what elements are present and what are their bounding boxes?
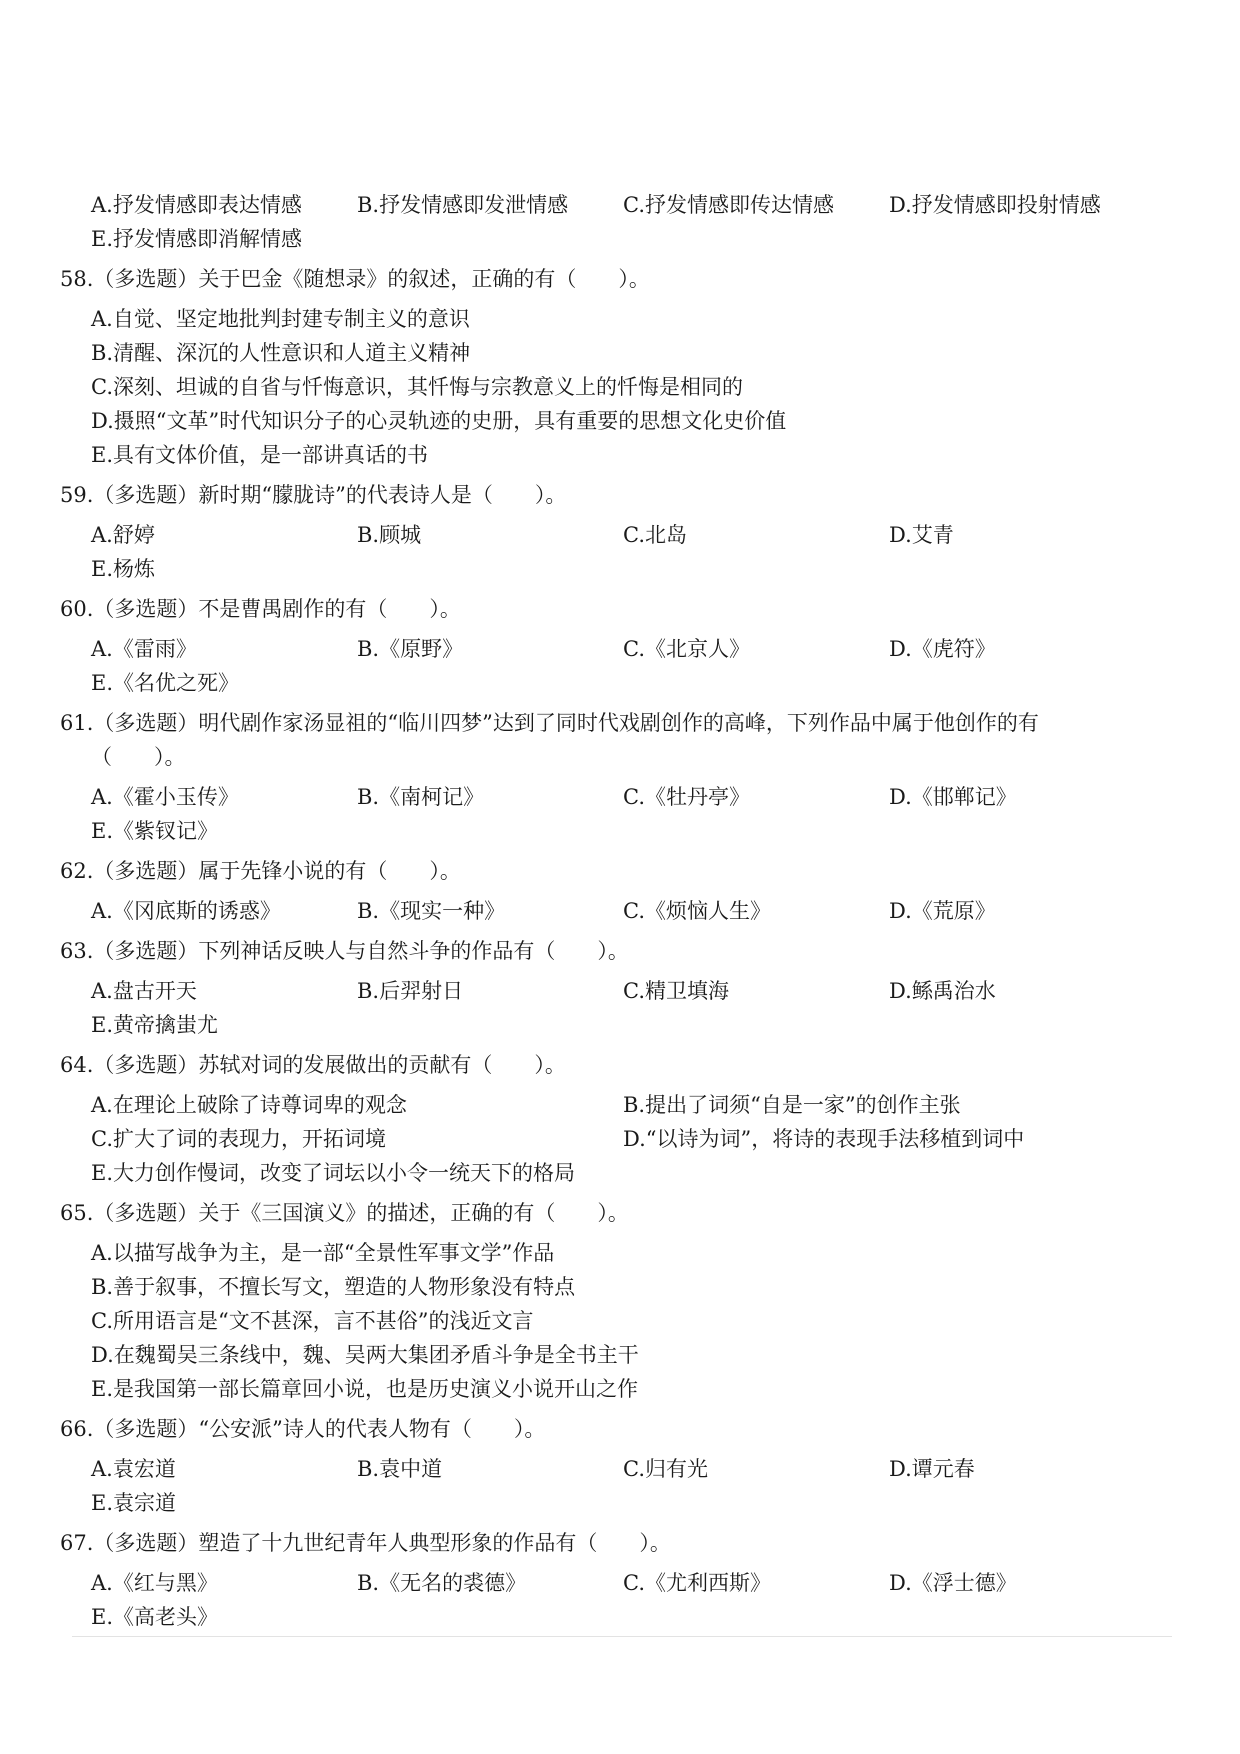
option-row — [60, 1486, 1180, 1520]
footer-divider — [72, 1636, 1172, 1637]
option-d: D.在魏蜀吴三条线中，魏、吴两大集团矛盾斗争是全书主干 — [91, 1343, 639, 1367]
option-a: A.《雷雨》 — [91, 637, 197, 661]
question-stem: 65.（多选题）关于《三国演义》的描述，正确的有（ ）。 — [60, 1201, 629, 1225]
option-a: A.自觉、坚定地批判封建专制主义的意识 — [91, 307, 470, 331]
question-block — [60, 262, 1180, 472]
option-d: D.抒发情感即投射情感 — [889, 193, 1101, 217]
option-row — [60, 1372, 1180, 1406]
option-a: A.舒婷 — [91, 523, 155, 547]
option-c: C.所用语言是“文不甚深，言不甚俗”的浅近文言 — [91, 1309, 534, 1333]
option-a: A.《冈底斯的诱惑》 — [91, 899, 281, 923]
option-e: E.抒发情感即消解情感 — [91, 227, 303, 251]
lead-options — [60, 188, 1180, 256]
option-e: E.《名优之死》 — [91, 671, 240, 695]
option-c: C.精卫填海 — [623, 979, 729, 1003]
option-row — [60, 1236, 1180, 1270]
option-d: D.鲧禹治水 — [889, 979, 996, 1003]
option-b: B.抒发情感即发泄情感 — [357, 193, 569, 217]
option-a: A.盘古开天 — [91, 979, 197, 1003]
option-row — [60, 1122, 1180, 1156]
option-row — [60, 1008, 1180, 1042]
option-c: C.《烦恼人生》 — [623, 899, 771, 923]
option-b: B.《原野》 — [357, 637, 464, 661]
question-stem: 58.（多选题）关于巴金《随想录》的叙述，正确的有（ ）。 — [60, 267, 650, 291]
option-d: D.艾青 — [889, 523, 954, 547]
question-block — [60, 592, 1180, 700]
option-row — [60, 336, 1180, 370]
option-e: E.大力创作慢词，改变了词坛以小令一统天下的格局 — [91, 1161, 576, 1185]
option-row — [60, 780, 1180, 814]
question-list — [60, 262, 1180, 1634]
option-c: C.抒发情感即传达情感 — [623, 193, 834, 217]
option-b: B.《现实一种》 — [357, 899, 506, 923]
option-e: E.《高老头》 — [91, 1605, 219, 1629]
option-row — [60, 814, 1180, 848]
option-c: C.扩大了词的表现力，开拓词境 — [91, 1127, 386, 1151]
option-row — [60, 1304, 1180, 1338]
option-row — [60, 370, 1180, 404]
option-b: B.顾城 — [357, 523, 422, 547]
option-row — [60, 666, 1180, 700]
option-row — [60, 1566, 1180, 1600]
option-row — [60, 974, 1180, 1008]
option-a: A.抒发情感即表达情感 — [91, 193, 302, 217]
option-e: E.是我国第一部长篇章回小说，也是历史演义小说开山之作 — [91, 1377, 639, 1401]
option-row — [60, 1088, 1180, 1122]
option-b: B.袁中道 — [357, 1457, 443, 1481]
option-b: B.《南柯记》 — [357, 785, 485, 809]
option-e: E.袁宗道 — [91, 1491, 177, 1515]
option-a: A.在理论上破除了诗尊词卑的观念 — [91, 1093, 407, 1117]
option-d: D.谭元春 — [889, 1457, 975, 1481]
option-a: A.袁宏道 — [91, 1457, 176, 1481]
question-stem: 61.（多选题）明代剧作家汤显祖的“临川四梦”达到了同时代戏剧创作的高峰，下列作品中属于他创作的有 — [60, 711, 1039, 735]
question-stem: 64.（多选题）苏轼对词的发展做出的贡献有（ ）。 — [60, 1053, 566, 1077]
option-b: B.提出了词须“自是一家”的创作主张 — [623, 1093, 961, 1117]
option-row — [60, 632, 1180, 666]
question-block — [60, 1048, 1180, 1190]
option-b: B.《无名的裘德》 — [357, 1571, 527, 1595]
question-stem: 66.（多选题）“公安派”诗人的代表人物有（ ）。 — [60, 1417, 546, 1441]
option-row — [60, 222, 1180, 256]
option-a: A.《红与黑》 — [91, 1571, 218, 1595]
question-stem-continued: （ ）。 — [91, 745, 186, 769]
option-a: A.《霍小玉传》 — [91, 785, 239, 809]
option-c: C.北岛 — [623, 523, 687, 547]
question-stem: 59.（多选题）新时期“朦胧诗”的代表诗人是（ ）。 — [60, 483, 567, 507]
option-row — [60, 302, 1180, 336]
option-row — [60, 404, 1180, 438]
option-e: E.黄帝擒蚩尤 — [91, 1013, 219, 1037]
option-a: A.以描写战争为主，是一部“全景性军事文学”作品 — [91, 1241, 555, 1265]
option-row — [60, 518, 1180, 552]
option-c: C.《牡丹亭》 — [623, 785, 750, 809]
question-block — [60, 1526, 1180, 1634]
option-b: B.后羿射日 — [357, 979, 464, 1003]
option-row — [60, 552, 1180, 586]
option-row — [60, 894, 1180, 928]
option-d: D.《浮士德》 — [889, 1571, 1017, 1595]
option-e: E.《紫钗记》 — [91, 819, 219, 843]
question-block — [60, 934, 1180, 1042]
option-row — [60, 1156, 1180, 1190]
option-e: E.具有文体价值，是一部讲真话的书 — [91, 443, 429, 467]
option-d: D.《邯郸记》 — [889, 785, 1017, 809]
question-stem: 60.（多选题）不是曹禺剧作的有（ ）。 — [60, 597, 461, 621]
option-row — [60, 1452, 1180, 1486]
option-b: B.善于叙事，不擅长写文，塑造的人物形象没有特点 — [91, 1275, 576, 1299]
question-block — [60, 478, 1180, 586]
option-c: C.深刻、坦诚的自省与忏悔意识，其忏悔与宗教意义上的忏悔是相同的 — [91, 375, 743, 399]
option-d: D.《虎符》 — [889, 637, 996, 661]
option-d: D.“以诗为词”，将诗的表现手法移植到词中 — [623, 1127, 1025, 1151]
option-c: C.归有光 — [623, 1457, 708, 1481]
option-e: E.杨炼 — [91, 557, 156, 581]
option-d: D.摄照“文革”时代知识分子的心灵轨迹的史册，具有重要的思想文化史价值 — [91, 409, 787, 433]
option-row — [60, 438, 1180, 472]
question-block — [60, 854, 1180, 928]
question-stem: 63.（多选题）下列神话反映人与自然斗争的作品有（ ）。 — [60, 939, 629, 963]
option-row — [60, 1600, 1180, 1634]
option-c: C.《尤利西斯》 — [623, 1571, 771, 1595]
option-c: C.《北京人》 — [623, 637, 750, 661]
question-block — [60, 1196, 1180, 1406]
question-block — [60, 706, 1180, 848]
option-row — [60, 188, 1180, 222]
option-d: D.《荒原》 — [889, 899, 996, 923]
question-stem: 62.（多选题）属于先锋小说的有（ ）。 — [60, 859, 461, 883]
option-row — [60, 1338, 1180, 1372]
option-row — [60, 1270, 1180, 1304]
question-stem: 67.（多选题）塑造了十九世纪青年人典型形象的作品有（ ）。 — [60, 1531, 671, 1555]
question-block — [60, 1412, 1180, 1520]
exam-page — [60, 188, 1180, 1634]
option-b: B.清醒、深沉的人性意识和人道主义精神 — [91, 341, 471, 365]
